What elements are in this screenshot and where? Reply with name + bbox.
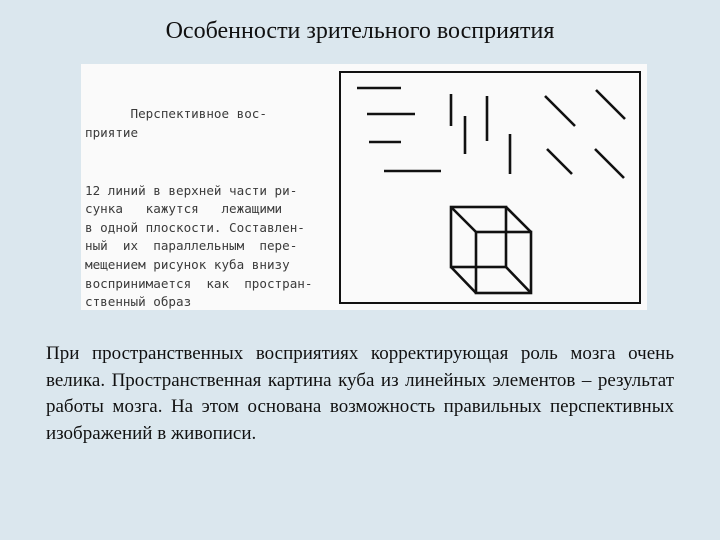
figure-caption: 12 линий в верхней части ри- сунка кажутся лежащими в одной плоскости. Составлен- ный их параллельным пере- мещением рисунок куба внизу воспринимается как простран- ственный образ xyxy=(85,182,313,310)
wireframe-cube xyxy=(451,207,531,293)
figure-text-block xyxy=(85,68,335,349)
slide-title: Особенности зрительного восприятия xyxy=(165,18,555,44)
textbook-figure xyxy=(81,64,647,310)
diagonal-line-3 xyxy=(547,149,572,174)
diagonal-line-4 xyxy=(595,149,624,178)
slide-body-text: При пространственных восприятиях корректирующая роль мозга очень велика. Пространственная картина куба из линейных элементов – результат работы мозга. На этом основана возможность правильных перспективных изображений в живописи. xyxy=(46,343,674,444)
diagonal-line-2 xyxy=(596,90,625,119)
cube-edge-3 xyxy=(451,267,476,293)
perspective-diagram xyxy=(339,66,643,306)
diagram-frame xyxy=(340,72,640,303)
cube-edge-4 xyxy=(506,267,531,293)
diagonal-line-1 xyxy=(545,96,575,126)
cube-edge-2 xyxy=(506,207,531,232)
cube-edge-1 xyxy=(451,207,476,232)
figure-heading: Перспективное вос- приятие xyxy=(85,106,267,140)
